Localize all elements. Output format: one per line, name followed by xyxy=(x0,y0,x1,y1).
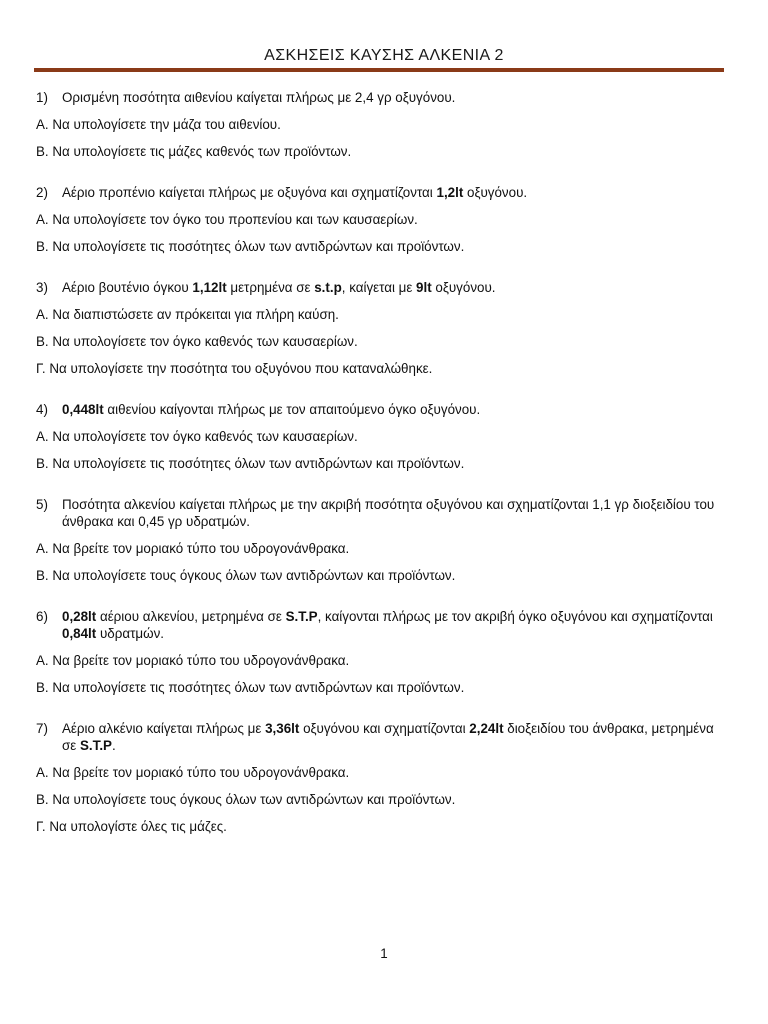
emphasized-value: 9lt xyxy=(416,280,432,295)
emphasized-value: 0,84lt xyxy=(62,626,97,641)
exercise-subquestion: Β. Να υπολογίσετε τις μάζες καθενός των προϊόντων. xyxy=(36,144,352,159)
exercise-2 xyxy=(36,184,726,255)
emphasized-value: 1,2lt xyxy=(436,185,464,200)
question-segment: Αέριο αλκένιο καίγεται πλήρως με xyxy=(62,721,266,736)
exercise-number: 2) xyxy=(36,185,48,200)
exercise-subquestion: Α. Να βρείτε τον μοριακό τύπο του υδρογονάνθρακα. xyxy=(36,765,350,780)
question-segment: Αέριο βουτένιο όγκου xyxy=(62,280,193,295)
exercise-list xyxy=(36,89,726,859)
exercise-subquestion: Γ. Να υπολογίστε όλες τις μάζες. xyxy=(36,819,227,834)
exercise-subquestion: Α. Να διαπιστώσετε αν πρόκειται για πλήρη καύση. xyxy=(36,307,339,322)
question-segment: . xyxy=(111,738,116,753)
exercise-question xyxy=(36,496,726,530)
exercise-subquestion: Β. Να υπολογίσετε τις ποσότητες όλων των αντιδρώντων και προϊόντων. xyxy=(36,680,465,695)
emphasized-value: 3,36lt xyxy=(265,721,300,736)
exercise-subquestion: Β. Να υπολογίσετε τον όγκο καθενός των καυσαερίων. xyxy=(36,334,358,349)
exercise-4 xyxy=(36,401,726,472)
exercise-subquestion: Β. Να υπολογίσετε τους όγκους όλων των αντιδρώντων και προϊόντων. xyxy=(36,568,456,583)
question-segment: , καίγονται πλήρως με τον ακριβή όγκο οξυγόνου και σχηματίζονται xyxy=(317,609,713,624)
emphasized-value: 0,28lt xyxy=(62,609,97,624)
question-segment: μετρημένα σε xyxy=(226,280,315,295)
exercise-number: 6) xyxy=(36,609,48,624)
emphasized-value: s.t.p xyxy=(314,280,342,295)
question-segment: οξυγόνου. xyxy=(463,185,528,200)
question-segment: Ορισμένη ποσότητα αιθενίου καίγεται πλήρως με 2,4 γρ οξυγόνου. xyxy=(62,90,456,105)
question-segment: , καίγεται με xyxy=(341,280,417,295)
exercise-number: 5) xyxy=(36,497,48,512)
exercise-subquestion: Β. Να υπολογίσετε τις ποσότητες όλων των αντιδρώντων και προϊόντων. xyxy=(36,456,465,471)
question-segment: αιθενίου καίγονται πλήρως με τον απαιτούμενο όγκο οξυγόνου. xyxy=(103,402,481,417)
exercise-subquestion: Α. Να βρείτε τον μοριακό τύπο του υδρογονάνθρακα. xyxy=(36,653,350,668)
exercise-question-text xyxy=(62,401,726,418)
exercise-question-text xyxy=(62,184,726,201)
exercise-5 xyxy=(36,496,726,584)
exercise-subquestion: Α. Να υπολογίσετε τον όγκο του προπενίου και των καυσαερίων. xyxy=(36,212,418,227)
exercise-question-text xyxy=(62,89,726,106)
exercise-subquestion: Α. Να βρείτε τον μοριακό τύπο του υδρογονάνθρακα. xyxy=(36,541,350,556)
question-segment: αέριου αλκενίου, μετρημένα σε xyxy=(96,609,286,624)
emphasized-value: 0,448lt xyxy=(62,402,104,417)
emphasized-value: 2,24lt xyxy=(469,721,504,736)
emphasized-value: 1,12lt xyxy=(192,280,227,295)
exercise-question xyxy=(36,279,726,296)
exercise-question-text xyxy=(62,496,726,530)
page-title: ΑΣΚΗΣΕΙΣ ΚΑΥΣΗΣ ΑΛΚΕΝΙΑ 2 xyxy=(264,47,504,64)
exercise-subquestion: Α. Να υπολογίσετε τον όγκο καθενός των καυσαερίων. xyxy=(36,429,358,444)
exercise-3 xyxy=(36,279,726,377)
exercise-subquestion: Α. Να υπολογίσετε την μάζα του αιθενίου. xyxy=(36,117,281,132)
exercise-1 xyxy=(36,89,726,160)
exercise-subquestion: Β. Να υπολογίσετε τις ποσότητες όλων των αντιδρώντων και προϊόντων. xyxy=(36,239,465,254)
exercise-question xyxy=(36,89,726,106)
emphasized-value: S.T.P xyxy=(285,609,318,624)
exercise-question xyxy=(36,184,726,201)
question-segment: Ποσότητα αλκενίου καίγεται πλήρως με την ακριβή ποσότητα οξυγόνου και σχηματίζονται 1,1 γρ διοξειδίου του άνθρακα και 0,45 γρ υδρατμών. xyxy=(62,497,715,529)
exercise-question-text xyxy=(62,608,726,642)
exercise-number: 4) xyxy=(36,402,48,417)
question-segment: οξυγόνου και σχηματίζονται xyxy=(299,721,470,736)
exercise-number: 1) xyxy=(36,90,48,105)
question-segment: οξυγόνου. xyxy=(431,280,496,295)
emphasized-value: S.T.P xyxy=(79,738,112,753)
exercise-question xyxy=(36,401,726,418)
exercise-subquestion: Γ. Να υπολογίσετε την ποσότητα του οξυγόνου που καταναλώθηκε. xyxy=(36,361,433,376)
exercise-question xyxy=(36,720,726,754)
exercise-question xyxy=(36,608,726,642)
question-segment: υδρατμών. xyxy=(96,626,164,641)
page-number: 1 xyxy=(380,946,388,961)
exercise-question-text xyxy=(62,720,726,754)
question-segment: διοξειδίου του άνθρακα, μετρημένα σε xyxy=(62,721,714,753)
exercise-question-text xyxy=(62,279,726,296)
exercise-subquestion: Β. Να υπολογίσετε τους όγκους όλων των αντιδρώντων και προϊόντων. xyxy=(36,792,456,807)
title-divider xyxy=(34,68,724,72)
exercise-number: 3) xyxy=(36,280,48,295)
exercise-6 xyxy=(36,608,726,696)
question-segment: Αέριο προπένιο καίγεται πλήρως με οξυγόνα και σχηματίζονται xyxy=(62,185,437,200)
exercise-7 xyxy=(36,720,726,835)
exercise-number: 7) xyxy=(36,721,48,736)
